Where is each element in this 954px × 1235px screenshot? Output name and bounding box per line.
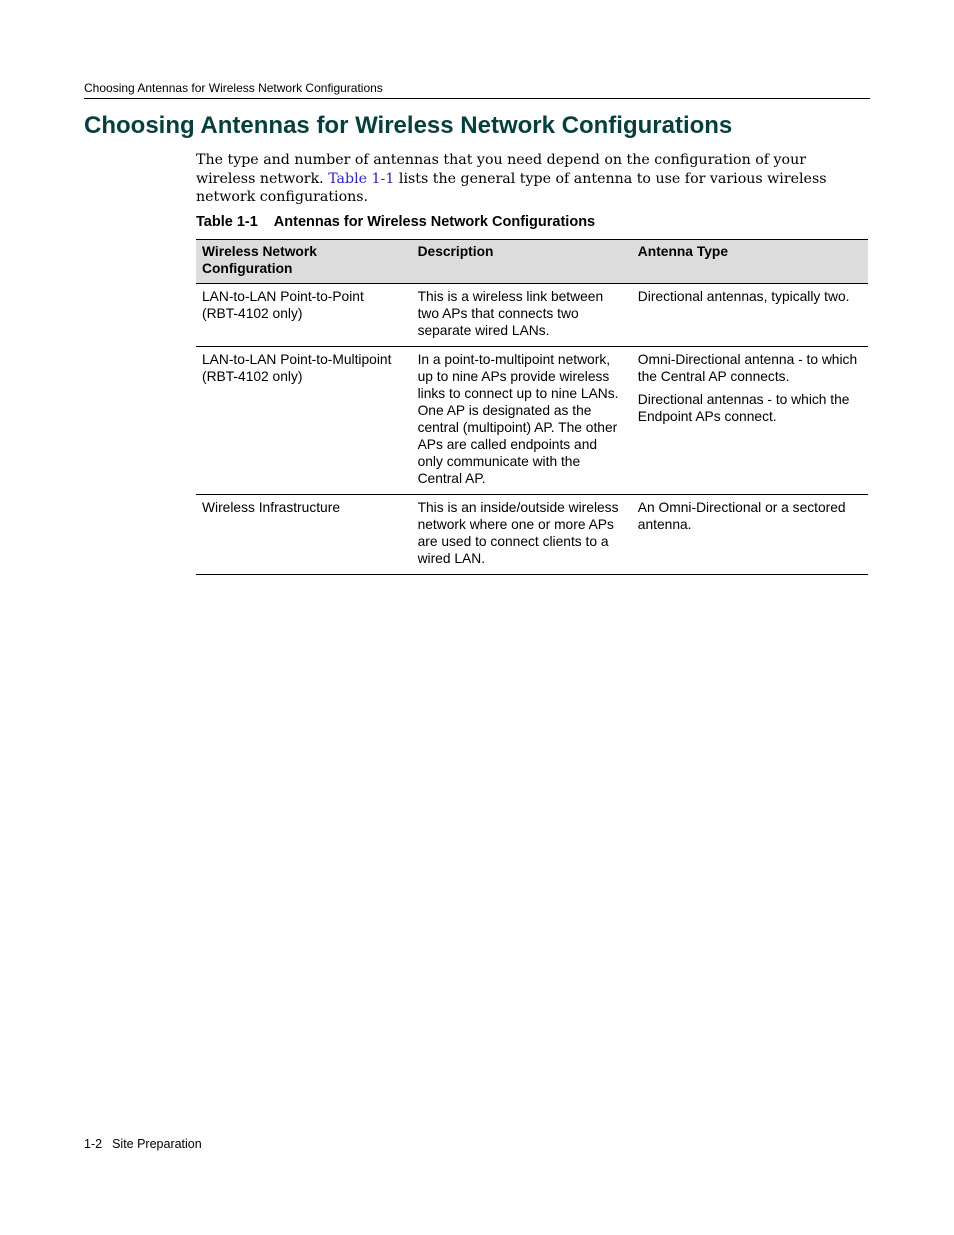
antenna-type-cell bbox=[632, 284, 868, 347]
antenna-type-text: Directional antennas - to which the Endpoint APs connect. bbox=[637, 392, 850, 424]
column-header-description: Description bbox=[412, 240, 632, 284]
table-header-row bbox=[196, 240, 868, 284]
antenna-type-cell bbox=[632, 495, 868, 575]
page-title: Choosing Antennas for Wireless Network Configurations bbox=[84, 112, 733, 139]
description-cell: This is a wireless link between two APs that connects two separate wired LANs. bbox=[412, 284, 632, 347]
configuration-cell bbox=[196, 284, 412, 347]
intro-text-before-link: The type and number of antennas that you need depend on the configuration of your wireless network. bbox=[196, 152, 807, 187]
antenna-configuration-table bbox=[196, 239, 868, 575]
configuration-name: LAN-to-LAN Point-to-Point bbox=[202, 289, 364, 304]
configuration-cell bbox=[196, 495, 412, 575]
configuration-name: Wireless Infrastructure bbox=[202, 500, 341, 515]
table-row bbox=[196, 284, 868, 347]
table-row bbox=[196, 347, 868, 495]
table-row bbox=[196, 495, 868, 575]
column-header-configuration: Wireless Network Configuration bbox=[196, 240, 412, 284]
antenna-type-cell bbox=[632, 347, 868, 495]
configuration-note: (RBT-4102 only) bbox=[202, 306, 303, 321]
description-cell: In a point-to-multipoint network, up to nine APs provide wireless links to connect up to nine LANs. One AP is designated as the central (multipoint) AP. The other APs are called endpoints and only communicate with the Central AP. bbox=[412, 347, 632, 495]
configuration-cell bbox=[196, 347, 412, 495]
configuration-name: LAN-to-LAN Point-to-Multipoint bbox=[202, 352, 392, 367]
table-cross-reference-link[interactable]: Table 1-1 bbox=[328, 170, 395, 187]
table-caption bbox=[196, 213, 595, 231]
page-footer bbox=[84, 1137, 202, 1151]
table-caption-label: Table 1-1 bbox=[196, 214, 258, 230]
footer-section-title: Site Preparation bbox=[112, 1137, 202, 1151]
antenna-type-text: Directional antennas, typically two. bbox=[637, 289, 850, 304]
configuration-note: (RBT-4102 only) bbox=[202, 369, 303, 384]
header-rule bbox=[84, 98, 870, 99]
intro-paragraph bbox=[196, 151, 856, 207]
column-header-antenna-type: Antenna Type bbox=[632, 240, 868, 284]
running-header: Choosing Antennas for Wireless Network Configurations bbox=[84, 81, 383, 95]
intro-text-after-link: lists the general type of antenna to use for various wireless network configurations. bbox=[196, 170, 827, 205]
antenna-type-text: Omni-Directional antenna - to which the Central AP connects. bbox=[637, 352, 858, 384]
description-cell: This is an inside/outside wireless network where one or more APs are used to connect clients to a wired LAN. bbox=[412, 495, 632, 575]
page-number: 1-2 bbox=[84, 1137, 103, 1151]
antenna-type-text: An Omni-Directional or a sectored antenna. bbox=[637, 500, 846, 532]
table-caption-title: Antennas for Wireless Network Configurations bbox=[273, 214, 596, 230]
